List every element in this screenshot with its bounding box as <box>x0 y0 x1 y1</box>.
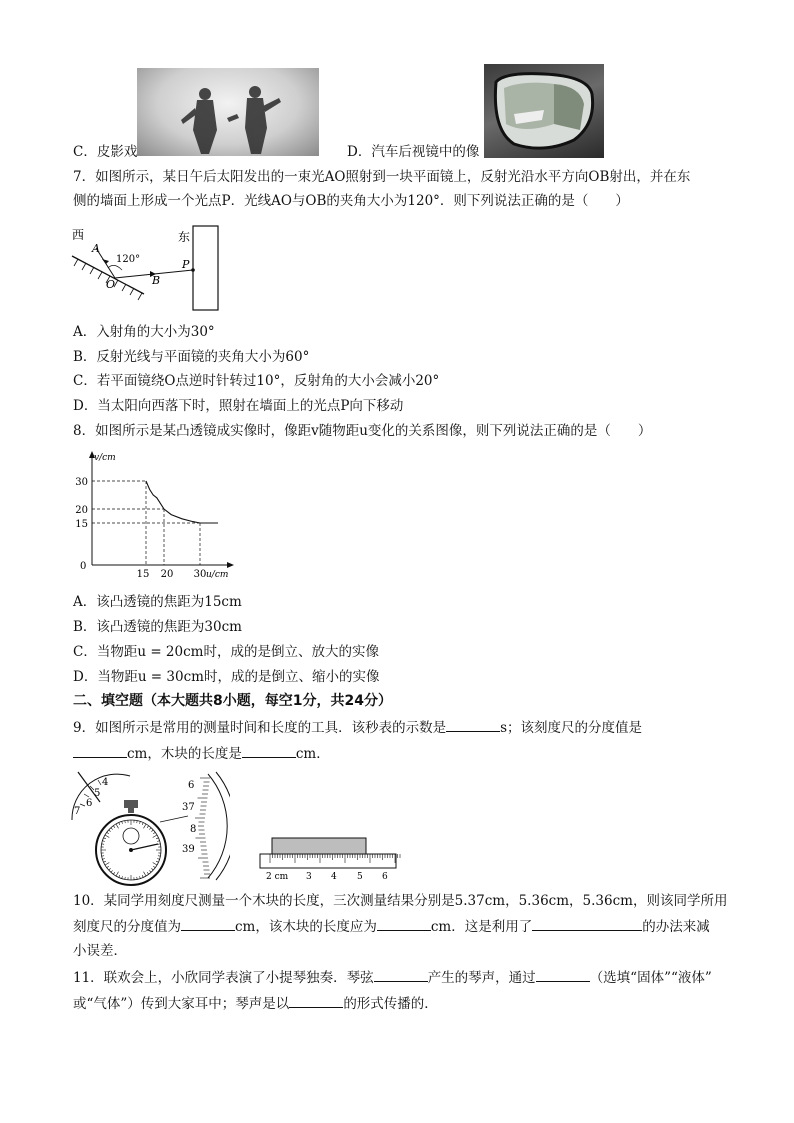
origin-label: 0 <box>80 561 87 572</box>
ruler-body <box>260 854 396 868</box>
x-tick-20: 20 <box>160 569 174 580</box>
minute-dial-arc <box>72 774 130 820</box>
q7-mirror-figure <box>70 222 230 314</box>
minute-dial-5: 5 <box>94 788 101 799</box>
q10-blank-method[interactable] <box>532 916 642 931</box>
q10-line1: 10．某同学用刻度尺测量一个木块的长度，三次测量结果分别是5.37cm，5.36cm，5.36cm，则该同学所用 <box>73 893 728 909</box>
q10-blank-length[interactable] <box>377 916 431 931</box>
q9-blank-stopwatch[interactable] <box>446 717 500 732</box>
q10-line3: 小误差． <box>73 943 127 959</box>
q11-text-a: 11．联欢会上，小欣同学表演了小提琴独奏．琴弦 <box>73 970 374 986</box>
rearview-mirror-photo <box>484 64 604 158</box>
q10-text-c: cm．这是利用了 <box>430 919 533 935</box>
point-b: B <box>152 274 161 287</box>
second-scale-ticks <box>195 778 210 878</box>
option-c-label: C．皮影戏 <box>73 144 138 160</box>
east-wall <box>193 226 218 310</box>
q9-blank-division[interactable] <box>73 743 127 758</box>
ruler-label-2cm: 2 cm <box>266 872 289 882</box>
q9-blank-length[interactable] <box>242 743 296 758</box>
q7-option-d: D．当太阳向西落下时，照射在墙面上的光点P向下移动 <box>73 398 404 414</box>
west-label: 西 <box>72 228 85 242</box>
point-p: P <box>182 258 190 271</box>
q11-text-b: 产生的琴声，通过 <box>427 970 536 986</box>
q7-stem-line1: 7．如图所示，某日午后太阳发出的一束光AO照射到一块平面镜上，反射光沿水平方向OB射出，并在东 <box>73 169 691 185</box>
q7-stem-line2: 侧的墙面上形成一个光点P．光线AO与OB的夹角大小为120°．则下列说法正确的是（ ） <box>73 193 629 209</box>
minute-dial-6: 6 <box>86 798 93 809</box>
option-d-label: D．汽车后视镜中的像 <box>347 144 480 160</box>
q11-blank-vibration[interactable] <box>374 967 428 982</box>
minute-dial-7: 7 <box>74 806 81 817</box>
q11-blank-medium[interactable] <box>536 967 590 982</box>
light-spot-p <box>191 268 195 272</box>
angle-arc <box>108 265 122 270</box>
v-u-curve <box>146 481 218 523</box>
ruler-label-3: 3 <box>306 872 312 882</box>
q10-text-b: cm，该木块的长度应为 <box>235 919 377 935</box>
minute-dial-4: 4 <box>102 777 109 788</box>
x-axis-label: u/cm <box>206 570 229 580</box>
q7-option-c: C．若平面镜绕O点逆时针转过10°，反射角的大小会减小20° <box>73 373 440 389</box>
shadow-play-photo <box>137 68 319 156</box>
q7-option-b: B．反射光线与平面镜的夹角大小为60° <box>73 349 310 365</box>
y-tick-15: 15 <box>75 519 88 530</box>
y-axis-label: v/cm <box>94 453 116 463</box>
q9-line1 <box>73 717 642 738</box>
q11-text-c: （选填“固体”“液体” <box>589 970 712 986</box>
q11-line2 <box>73 993 438 1014</box>
scale-label-37: 37 <box>182 802 195 813</box>
scale-label-6: 6 <box>188 780 195 791</box>
q10-text-a: 刻度尺的分度值为 <box>73 919 181 935</box>
point-o: O <box>106 278 116 291</box>
ruler-label-4: 4 <box>331 872 337 882</box>
q10-text-d: 的办法来减 <box>642 919 710 935</box>
dashed-guides <box>92 481 200 565</box>
angle-label: 120° <box>116 254 141 265</box>
q11-text-e: 的形式传播的． <box>343 996 438 1012</box>
y-tick-20: 20 <box>75 505 88 516</box>
point-a: A <box>92 242 100 255</box>
q8-option-d: D．当物距u = 30cm时，成的是倒立、缩小的实像 <box>73 669 380 685</box>
lens-image-distance-chart <box>70 448 240 583</box>
q8-option-c: C．当物距u = 20cm时，成的是倒立、放大的实像 <box>73 644 379 660</box>
q9-text-b: s；该刻度尺的分度值是 <box>500 720 643 736</box>
ruler-label-5: 5 <box>357 872 363 882</box>
scale-label-39: 39 <box>182 844 195 855</box>
q8-option-a: A．该凸透镜的焦距为15cm <box>73 594 242 610</box>
q9-text-a: 9．如图所示是常用的测量时间和长度的工具．该秒表的示数是 <box>73 720 447 736</box>
q10-line2 <box>73 916 710 937</box>
wooden-block <box>272 838 366 854</box>
q11-blank-wave[interactable] <box>289 993 343 1008</box>
ruler-label-6: 6 <box>382 872 388 882</box>
q8-option-b: B．该凸透镜的焦距为30cm <box>73 619 242 635</box>
q9-line2 <box>73 743 330 764</box>
zoom-pointer <box>160 816 188 822</box>
stopwatch-figure <box>70 770 230 888</box>
q9-text-c: cm，木块的长度是 <box>127 746 242 762</box>
second-scale-arc <box>208 774 227 878</box>
q11-line1 <box>73 967 712 988</box>
x-tick-15: 15 <box>136 569 150 580</box>
q7-option-a: A．入射角的大小为30° <box>73 324 215 340</box>
east-label: 东 <box>178 230 191 244</box>
q9-text-d: cm． <box>295 746 330 762</box>
q10-blank-division[interactable] <box>181 916 235 931</box>
incident-arrow <box>102 259 109 264</box>
y-tick-30: 30 <box>75 477 88 488</box>
scale-label-8: 8 <box>190 824 197 835</box>
x-axis-arrow <box>227 562 234 568</box>
q8-stem: 8．如图所示是某凸透镜成实像时，像距v随物距u变化的关系图像，则下列说法正确的是（ ） <box>73 423 652 439</box>
section-heading-fill-in: 二、填空题（本大题共8小题，每空1分，共24分） <box>73 693 392 709</box>
stopwatch-crown <box>124 800 138 808</box>
q11-text-d: 或“气体”）传到大家耳中；琴声是以 <box>73 996 290 1012</box>
x-tick-30: 30 <box>193 569 207 580</box>
ruler-figure <box>258 835 403 883</box>
